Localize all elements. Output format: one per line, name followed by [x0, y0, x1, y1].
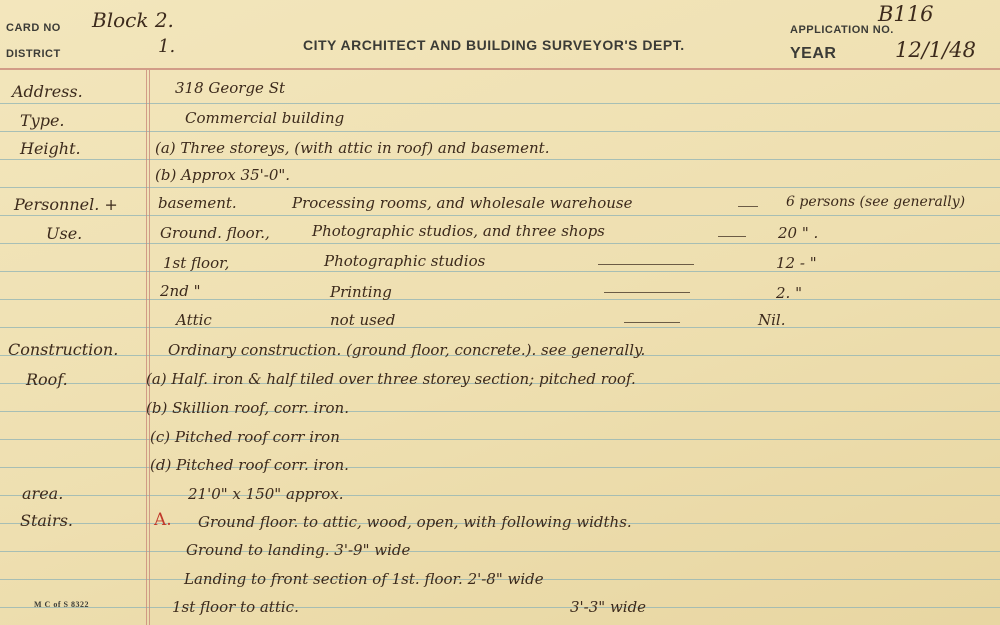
leader-line — [598, 264, 694, 265]
leader-line — [624, 322, 680, 323]
use-floor: Ground. floor., — [160, 224, 270, 242]
ruled-line — [0, 131, 1000, 132]
stairs-line-4-width: 3'-3" wide — [570, 598, 647, 616]
use-label: Use. — [46, 224, 83, 243]
use-floor: 2nd " — [160, 282, 201, 300]
department-title: CITY ARCHITECT AND BUILDING SURVEYOR'S DEPT. — [303, 37, 685, 53]
roof-b: (b) Skillion roof, corr. iron. — [146, 399, 349, 417]
roof-label: Roof. — [26, 370, 68, 389]
stairs-marker: A. — [154, 510, 172, 530]
use-persons: 6 persons (see generally) — [786, 194, 966, 210]
use-description: Printing — [330, 283, 392, 301]
form-code: M C of S 8322 — [34, 600, 89, 609]
card-no-label: CARD NO — [6, 22, 61, 34]
type-label: Type. — [20, 111, 65, 130]
ruled-line — [0, 271, 1000, 272]
ruled-line — [0, 159, 1000, 160]
height-label: Height. — [20, 139, 81, 158]
ruled-line — [0, 607, 1000, 608]
use-persons: Nil. — [758, 311, 786, 329]
height-b: (b) Approx 35'-0". — [155, 166, 291, 184]
stairs-line-2: Ground to landing. 3'-9" wide — [186, 541, 411, 559]
leader-line — [604, 292, 690, 293]
margin-line — [149, 70, 150, 625]
ruled-line — [0, 327, 1000, 328]
year-value: 12/1/48 — [895, 38, 976, 62]
header-rule — [0, 68, 1000, 70]
address-label: Address. — [12, 82, 83, 101]
ruled-line — [0, 187, 1000, 188]
district-label: DISTRICT — [6, 48, 61, 60]
height-a: (a) Three storeys, (with attic in roof) and basement. — [155, 139, 550, 157]
stairs-line-1: Ground floor. to attic, wood, open, with following widths. — [198, 513, 632, 531]
application-label: APPLICATION NO. — [790, 24, 894, 36]
use-persons: 12 - " — [776, 254, 817, 272]
construction-value: Ordinary construction. (ground floor, concrete.). see generally. — [168, 341, 646, 359]
area-value: 21'0" x 150" approx. — [188, 485, 344, 503]
area-label: area. — [22, 484, 64, 503]
address-value: 318 George St — [175, 79, 286, 97]
ruled-line — [0, 215, 1000, 216]
roof-d: (d) Pitched roof corr. iron. — [150, 456, 349, 474]
roof-a: (a) Half. iron & half tiled over three storey section; pitched roof. — [146, 370, 636, 388]
use-floor: basement. — [158, 194, 237, 212]
year-label: YEAR — [790, 45, 837, 62]
roof-c: (c) Pitched roof corr iron — [150, 428, 340, 446]
use-description: Photographic studios, and three shops — [312, 222, 605, 240]
ruled-line — [0, 243, 1000, 244]
stairs-label: Stairs. — [20, 511, 73, 530]
ruled-line — [0, 495, 1000, 496]
use-persons: 20 " . — [778, 224, 819, 242]
leader-line — [738, 206, 758, 207]
personnel-label: Personnel. + — [14, 195, 118, 214]
leader-line — [718, 236, 746, 237]
stairs-line-4: 1st floor to attic. — [172, 598, 299, 616]
use-floor: 1st floor, — [163, 254, 230, 272]
application-value: B116 — [878, 2, 934, 26]
margin-line — [146, 70, 147, 625]
use-persons: 2. " — [776, 284, 802, 302]
ruled-line — [0, 299, 1000, 300]
type-value: Commercial building — [185, 109, 345, 127]
ruled-line — [0, 103, 1000, 104]
use-description: Photographic studios — [324, 252, 486, 270]
ruled-line — [0, 551, 1000, 552]
use-description: Processing rooms, and wholesale warehouse — [292, 194, 633, 212]
stairs-line-3: Landing to front section of 1st. floor. 2'-8" wide — [184, 570, 544, 588]
card-no-value: Block 2. — [92, 8, 174, 32]
district-value: 1. — [158, 36, 176, 57]
use-description: not used — [330, 311, 396, 329]
use-floor: Attic — [176, 311, 212, 329]
construction-label: Construction. — [8, 340, 119, 359]
